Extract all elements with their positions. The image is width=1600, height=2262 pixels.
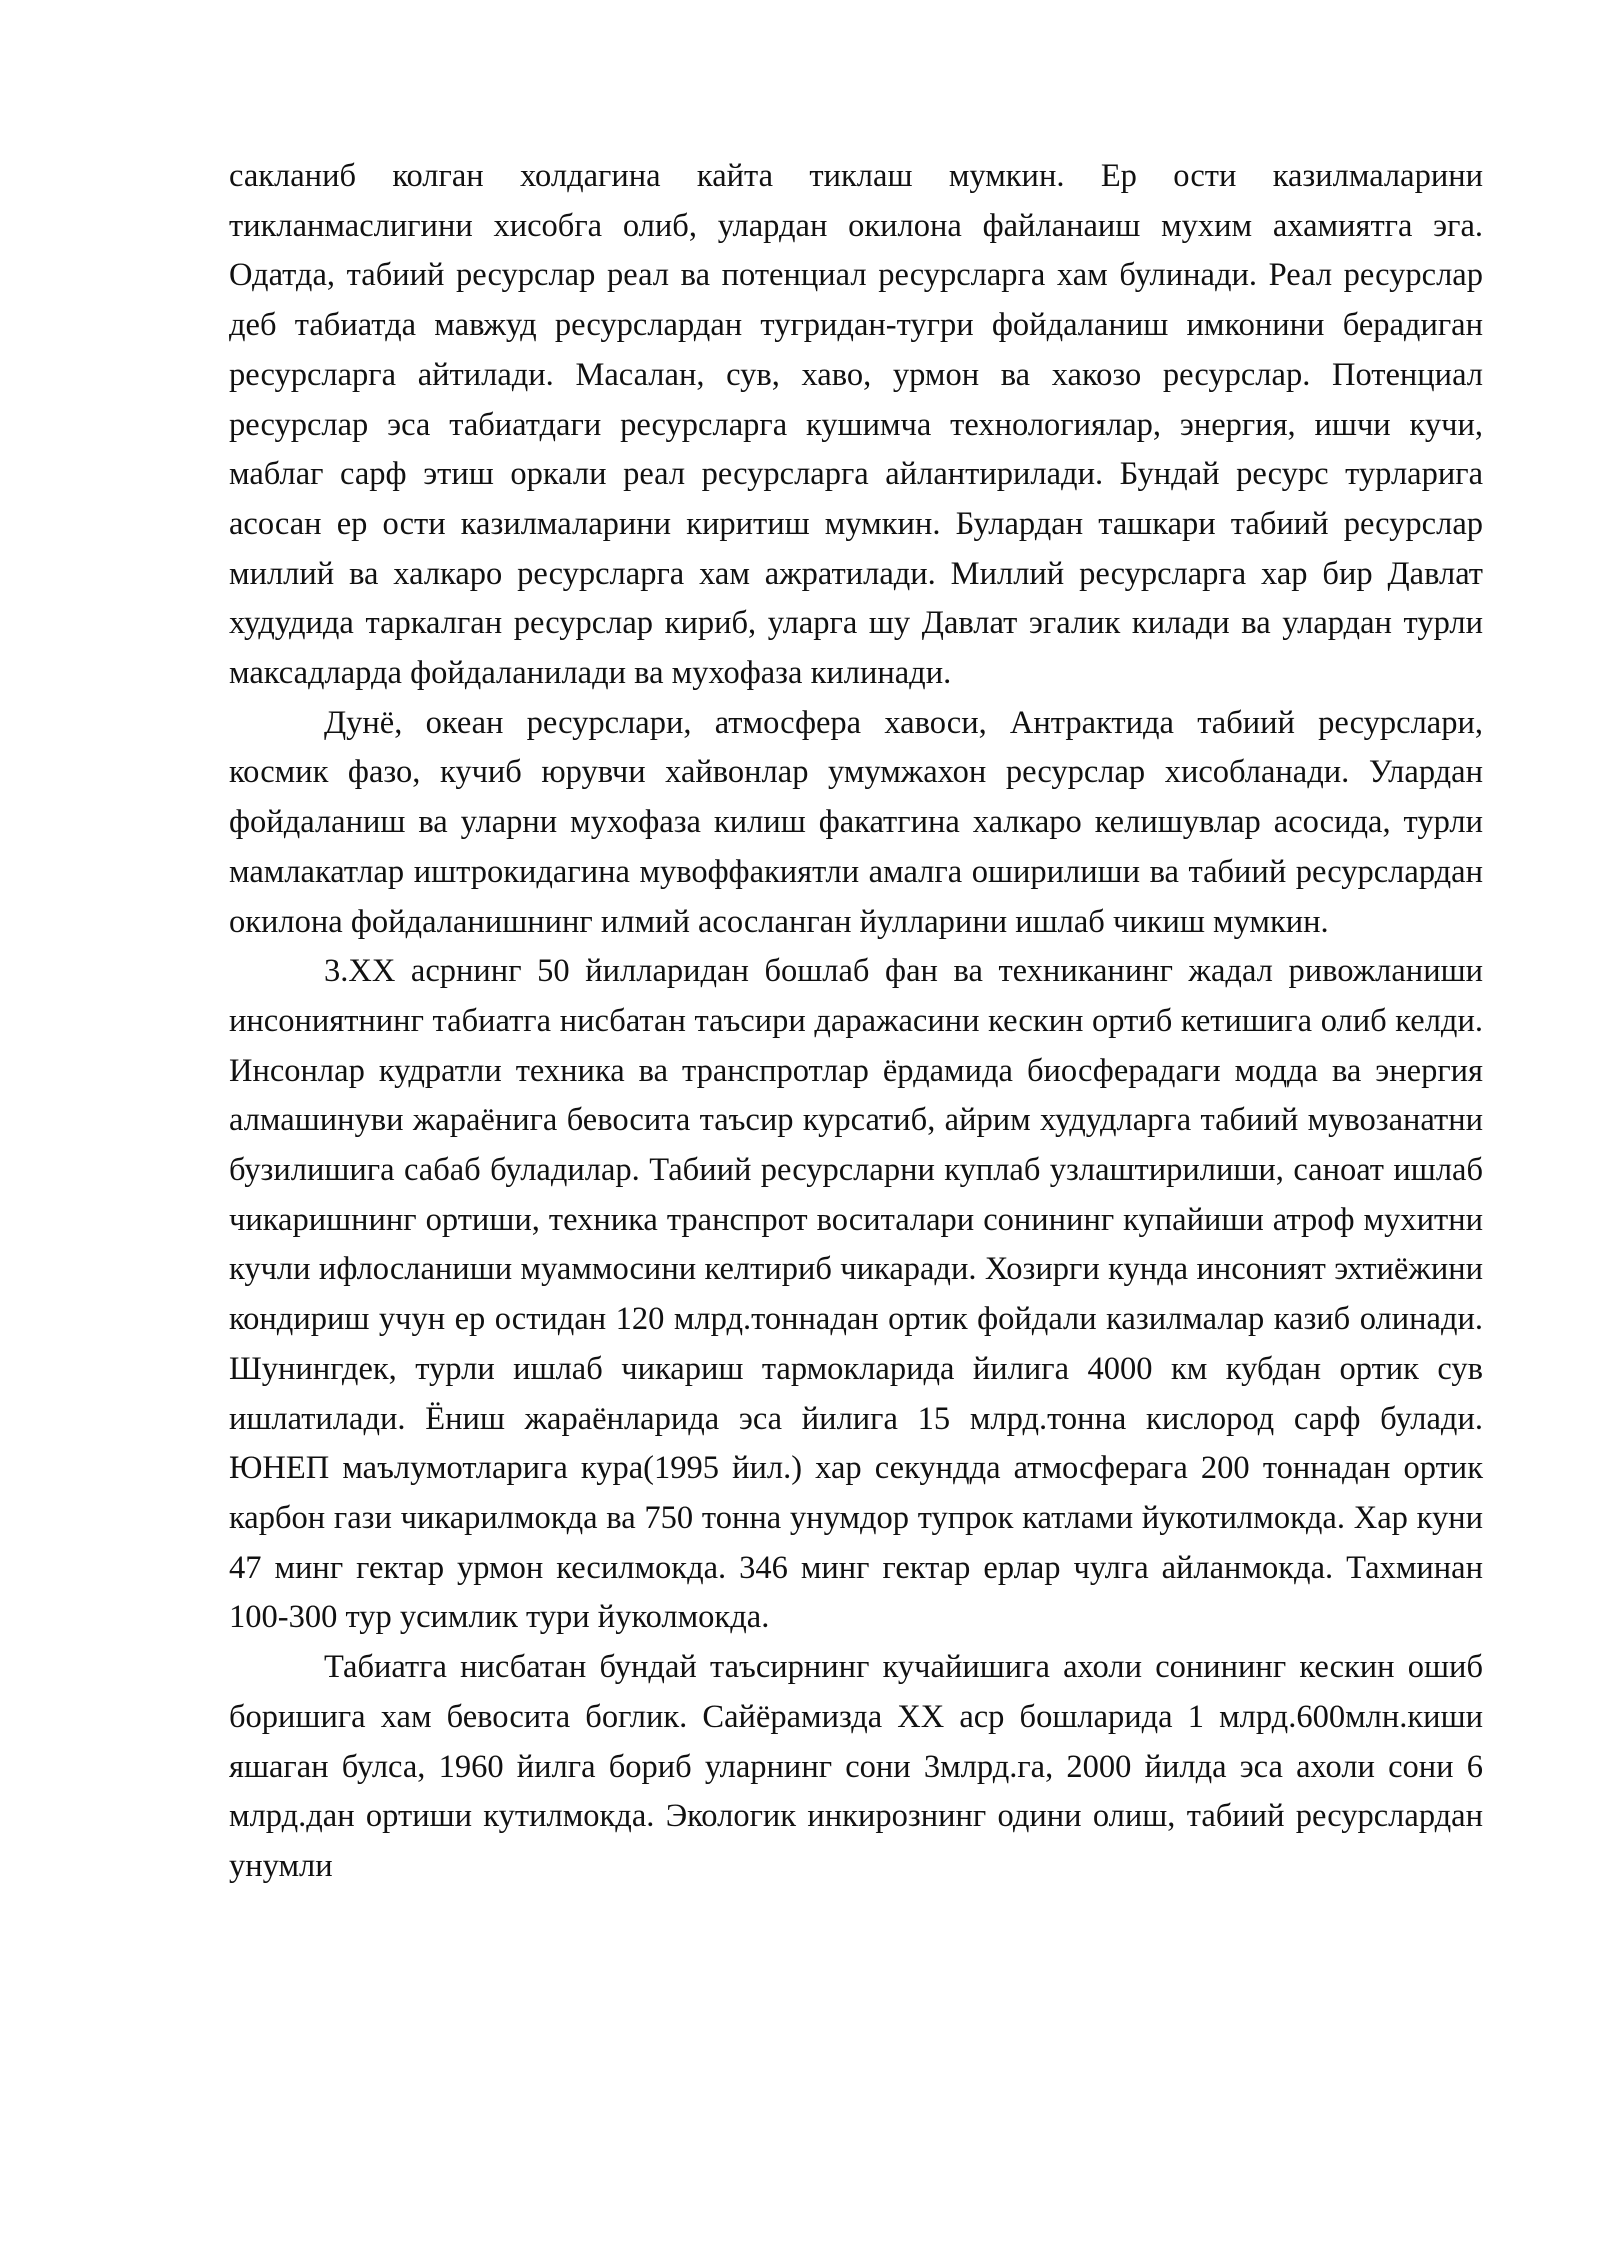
paragraph-continued: сакланиб колган холдагина кайта тиклаш мумкин. Ер ости казилмаларини тикланмаслигини хисобга олиб, улардан окилона файланаиш мухим ахамиятга эга. Одатда, табиий ресурслар реал ва потенциал ресурсларга хам булинади. Реал ресурслар деб табиатда мавжуд ресурслардан тугридан-тугри фойдаланиш имконини берадиган ресурсларга айтилади. Масалан, сув, хаво, урмон ва хакозо ресурслар. Потенциал ресурслар эса табиатдаги ресурсларга кушимча технологиялар, энергия, ишчи кучи, маблаг сарф этиш оркали реал ресурсларга айлантирилади. Бундай ресурс турларига асосан ер ости казилмаларини киритиш мумкин. Булардан ташкари табиий ресурслар миллий ва халкаро ресурсларга хам ажратилади. Миллий ресурсларга хар бир Давлат худудида таркалган ресурслар кириб, уларга шу Давлат эгалик килади ва улардан турли максадларда фойдаланилади ва мухофаза килинади. bbox=[229, 158, 1483, 692]
paragraph-section-3: 3.XX асрнинг 50 йилларидан бошлаб фан ва техниканинг жадал ривожланиши инсониятнинг табиатга нисбатан таъсири даражасини кескин ортиб кетишига олиб келди. Инсонлар кудратли техника ва транспротлар ёрдамида биосферадаги модда ва энергия алмашинуви жараёнига бевосита таъсир курсатиб, айрим худудларга табиий мувозанатни бузилишига сабаб буладилар. Табиий ресурсларни куплаб узлаштирилиши, саноат ишлаб чикаришнинг ортиши, техника транспрот воситалари сонининг купайиши атроф мухитни кучли ифлосланиши муаммосини келтириб чикаради. Хозирги кунда инсоният эхтиёжини кондириш учун ер остидан 120 млрд.тоннадан ортик фойдали казилмалар казиб олинади. Шунингдек, турли ишлаб чикариш тармокларида йилига 4000 км кубдан ортик сув ишлатилади. Ёниш жараёнларида эса йилига 15 млрд.тонна кислород сарф булади. ЮНЕП маълумотларига кура(1995 йил.) хар секундда атмосферага 200 тоннадан ортик карбон гази чикарилмокда ва 750 тонна унумдор тупрок катлами йукотилмокда. Хар куни 47 минг гектар урмон кесилмокда. 346 минг гектар ерлар чулга айланмокда. Тахминан 100-300 тур усимлик тури йуколмокда. bbox=[229, 953, 1483, 1636]
document-page bbox=[229, 152, 1483, 1892]
paragraph-population: Табиатга нисбатан бундай таъсирнинг кучайишига ахоли сонининг кескин ошиб боришига хам бевосита боглик. Сайёрамизда XX аср бошларида 1 млрд.600млн.киши яшаган булса, 1960 йилга бориб уларнинг сони 3млрд.га, 2000 йилда эса ахоли сони 6 млрд.дан ортиши кутилмокда. Экологик инкирознинг одини олиш, табиий ресурслардан унумли bbox=[229, 1649, 1483, 1884]
paragraph-world-resources: Дунё, океан ресурслари, атмосфера хавоси, Антрактида табиий ресурслари, космик фазо, кучиб юрувчи хайвонлар умумжахон ресурслар хисобланади. Улардан фойдаланиш ва уларни мухофаза килиш факатгина халкаро келишувлар асосида, турли мамлакатлар иштрокидагина мувоффакиятли амалга оширилиши ва табиий ресурслардан окилона фойдаланишнинг илмий асосланган йулларини ишлаб чикиш мумкин. bbox=[229, 704, 1483, 940]
